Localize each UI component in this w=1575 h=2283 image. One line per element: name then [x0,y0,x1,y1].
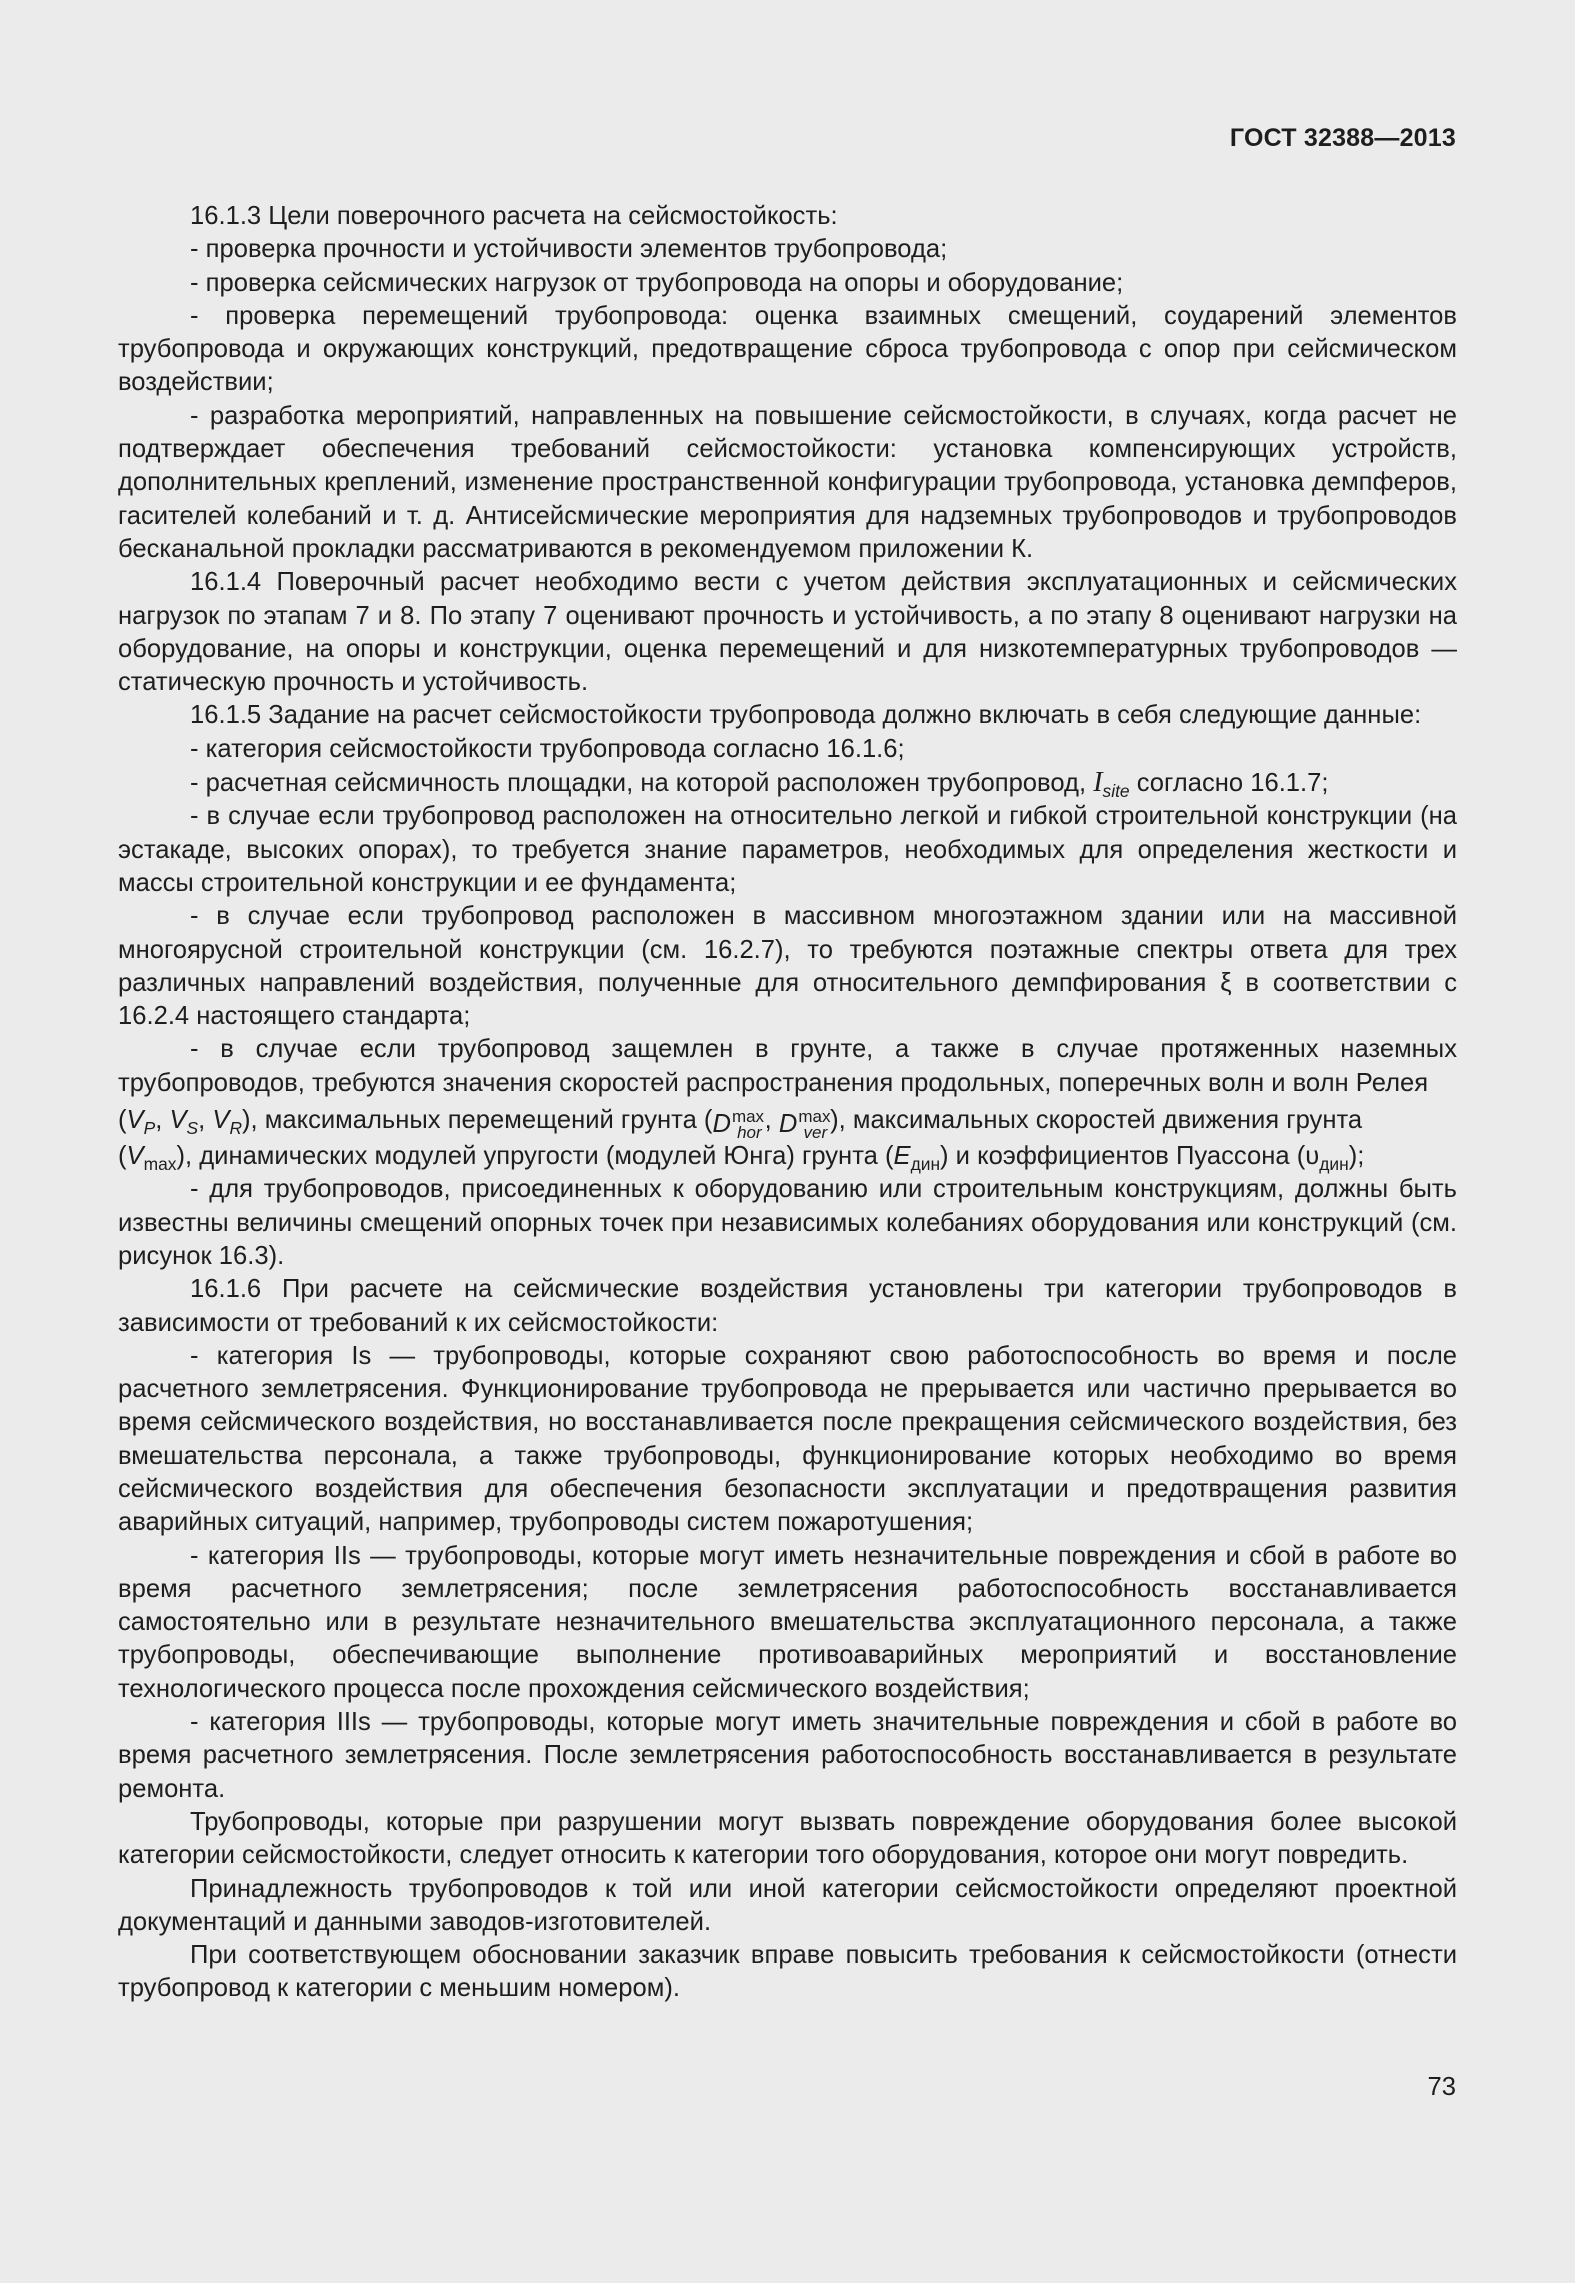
list-item: - категория Is — трубопроводы, которые сохраняют свою работоспособность во время и после расчетного землетрясения. Функционирование трубопровода не прерывается или частично прерывается во время сейсмического воздействия, но восстанавливается после прекращения сейсмического воздействия, без вмешательства персонала, а также трубопроводы, функционирование которых необходимо во время сейсмического воздействия для обеспечения безопасности эксплуатации и предотвращения развития аварийных ситуаций, например, трубопроводы систем пожаротушения; [118,1341,1457,1537]
list-item: - проверка сейсмических нагрузок от трубопровода на опоры и оборудование; [190,268,1124,297]
list-item: - категория сейсмостойкости трубопровода согласно 16.1.6; [190,734,905,763]
d-max-hor-symbol: $D^{max}_{hor}$ [712,1107,765,1143]
paragraph: Принадлежность трубопроводов к той или иной категории сейсмостойкости определяют проектной документаций и данными заводов-изготовителей. [118,1874,1457,1936]
formula-line-moduli: $(V_{max})$, динамических модулей упругости (модулей Юнга) грунта $(E_{дин})$ и коэффициентов Пуассона $(\upsilon_{дин})$; [118,1142,1365,1175]
standard-header: ГОСТ 32388—2013 [1229,124,1456,152]
list-item: - в случае если трубопровод расположен на относительно легкой и гибкой строительной конструкции (на эстакаде, высоких опорах), то требуется знание параметров, необходимых для определения жесткости и массы строительной конструкции и ее фундамента; [118,802,1457,897]
list-item: - проверка прочности и устойчивости элементов трубопровода; [190,235,948,264]
paragraph: При соответствующем обосновании заказчик вправе повысить требования к сейсмостойкости (отнести трубопровод к категории с меньшим номером). [118,1941,1457,2003]
list-item: - категория IIs — трубопроводы, которые могут иметь незначительные повреждения и сбой в работе во время расчетного землетрясения; после землетрясения работоспособность восстанавливается самостоятельно или в результате незначительного вмешательства эксплуатационного персонала, а также трубопроводы, обеспечивающие выполнение противоаварийных мероприятий и восстановление технологического процесса после прохождения сейсмического воздействия; [118,1541,1457,1703]
list-item: - в случае если трубопровод расположен в массивном многоэтажном здании или на массивной многоярусной строительной конструкции (см. 16.2.7), то требуются поэтажные спектры ответа для трех различных направлений воздействия, полученные для относительного демпфирования ξ в соответствии с 16.2.4 настоящего стандарта; [118,902,1457,1031]
isite-symbol: I [1093,767,1103,799]
list-item: - в случае если трубопровод защемлен в грунте, а также в случае протяженных наземных трубопроводов, требуются значения скоростей распространения продольных, поперечных волн и волн Релея [118,1035,1457,1097]
list-item: - проверка перемещений трубопровода: оценка взаимных смещений, соударений элементов трубопровода и окружающих конструкций, предотвращение сброса трубопровода с опор при сейсмическом воздействии; [118,301,1457,397]
d-max-ver-symbol: $D^{max}_{ver}$ [778,1107,831,1143]
clause-16-1-6: 16.1.6 При расчете на сейсмические воздействия установлены три категории трубопроводов в зависимости от требований к их сейсмостойкости: [118,1275,1457,1337]
list-item: - для трубопроводов, присоединенных к оборудованию или строительным конструкциям, должны быть известны величины смещений опорных точек при независимых колебаниях оборудования или конструкций (см. рисунок 16.3). [118,1175,1457,1270]
list-item-seismicity: - расчетная сейсмичность площадки, на которой расположен трубопровод, $I_{site}$ согласно 16.1.7; [190,767,1329,802]
list-item: - разработка мероприятий, направленных на повышение сейсмостойкости, в случаях, когда расчет не подтверждает обеспечения требований сейсмостойкости: установка компенсирующих устройств, дополнительных креплений, изменение пространственной конфигурации трубопровода, установка демпферов, гасителей колебаний и т. д. Антисейсмические мероприятия для надземных трубопроводов и трубопроводов бесканальной прокладки рассматриваются в рекомендуемом приложении К. [118,401,1457,563]
formula-line-velocities: ($V_P$, $V_S$, $V_R$), максимальных перемещений грунта ($D^{max}_{hor}$ , $D^{max}_{ver}$ ), максимальных скоростей движения грунта [118,1106,1363,1143]
clause-16-1-5: 16.1.5 Задание на расчет сейсмостойкости трубопровода должно включать в себя следующие данные: [190,701,1422,730]
clause-16-1-4: 16.1.4 Поверочный расчет необходимо вести с учетом действия эксплуатационных и сейсмических нагрузок по этапам 7 и 8. По этапу 7 оценивают прочность и устойчивость, а по этапу 8 оценивают нагрузки на оборудование, на опоры и конструкции, оценка перемещений и для низкотемпературных трубопроводов — статическую прочность и устойчивость. [118,568,1457,697]
isite-subscript: site [1102,781,1130,802]
paragraph: Трубопроводы, которые при разрушении могут вызвать повреждение оборудования более высокой категории сейсмостойкости, следует относить к категории того оборудования, которое они могут повредить. [118,1807,1457,1870]
list-item: - категория IIIs — трубопроводы, которые могут иметь значительные повреждения и сбой в работе во время расчетного землетрясения. После землетрясения работоспособность восстанавливается в результате ремонта. [118,1708,1457,1803]
clause-16-1-3: 16.1.3 Цели поверочного расчета на сейсмостойкость: [190,202,838,230]
page-number: 73 [1427,2073,1456,2101]
document-body [118,200,1457,2006]
